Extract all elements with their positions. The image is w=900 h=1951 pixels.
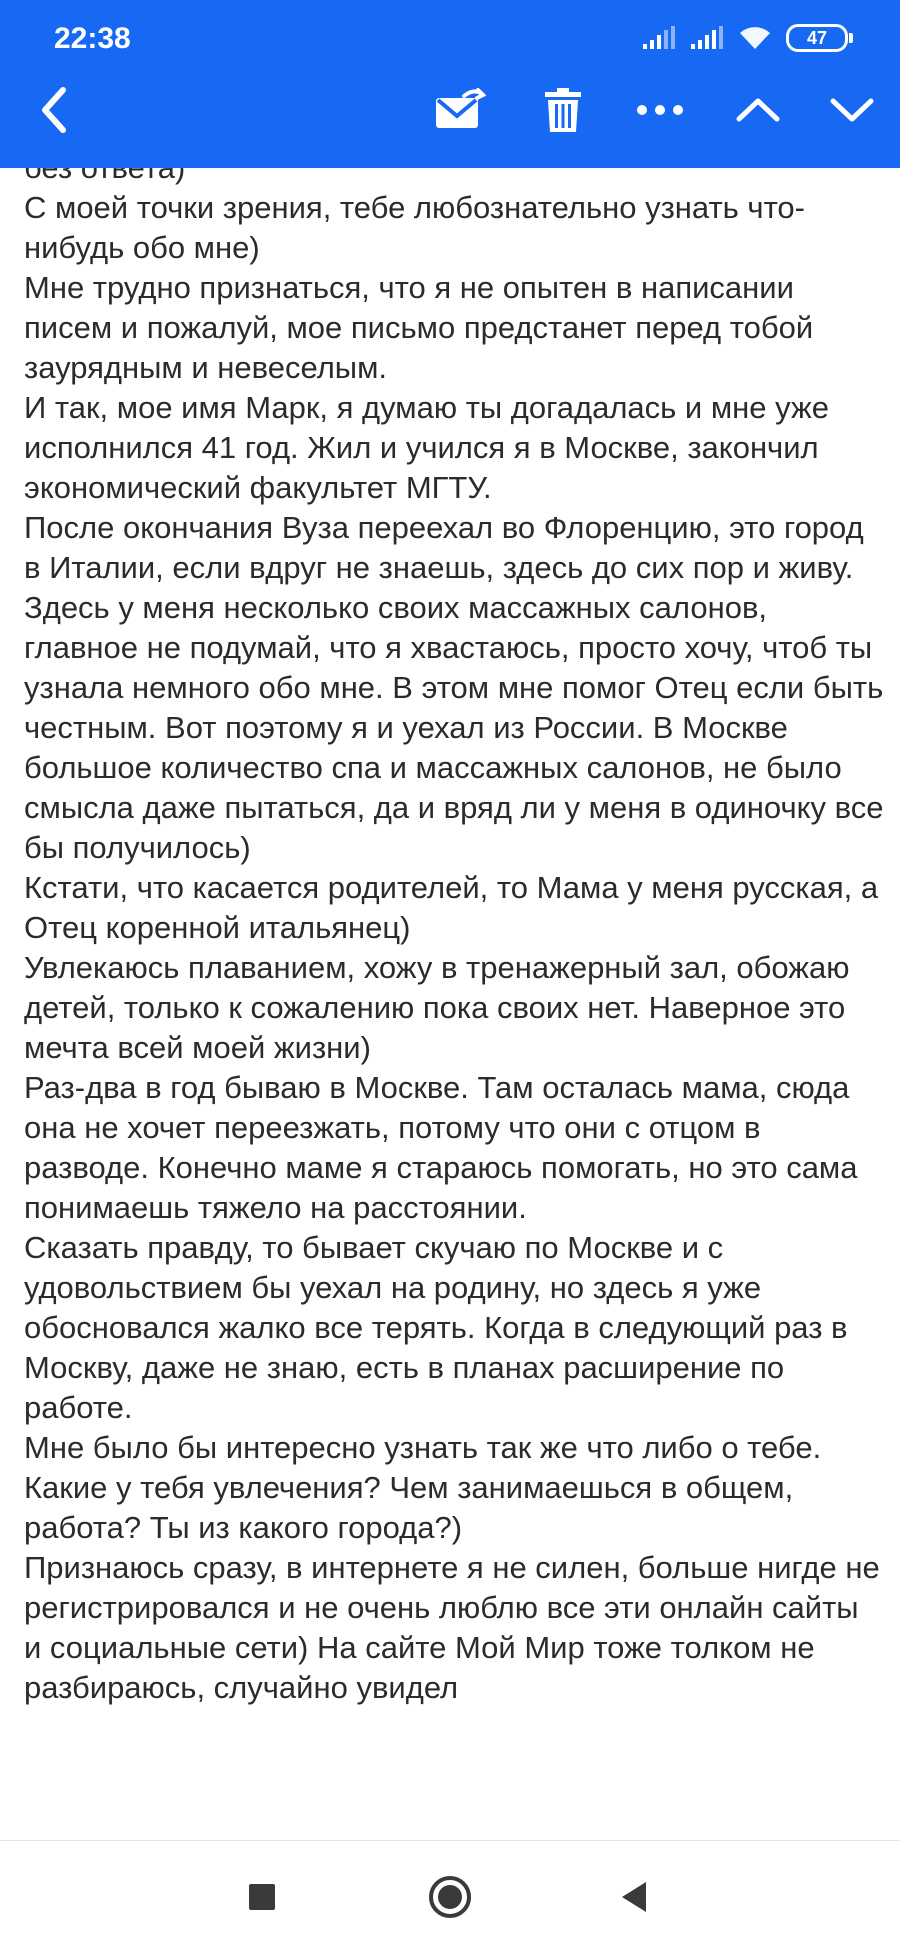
circle-icon [427,1874,473,1920]
message-paragraph: Сказать правду, то бывает скучаю по Москве и с удовольствием бы уехал на родину, но здесь я уже обосновался жалко все терять. Когда в следующий раз в Москву, даже не знаю, есть в планах расширение по работе. [24,1230,848,1425]
back-button[interactable] [24,80,84,140]
signal-icon [690,26,724,50]
more-button[interactable] [630,80,690,140]
chevron-left-icon [37,86,71,134]
chevron-down-icon [829,95,875,125]
previous-message-button[interactable] [728,80,788,140]
app-header [0,0,900,168]
mail-move-icon [434,88,486,132]
next-message-button[interactable] [822,80,882,140]
signal-icon [642,26,676,50]
more-dots-icon [636,104,684,116]
triangle-back-icon [618,1879,650,1915]
move-button[interactable] [430,80,490,140]
message-paragraph: И так, мое имя Марк, я думаю ты догадалась и мне уже исполнился 41 год. Жил и учился я в Москве, закончил экономический факультет МГТУ. [24,390,829,505]
message-paragraph: Признаюсь сразу, в интернете я не силен, больше нигде не регистрировался и не очень люблю все эти онлайн сайты и социальные сети) На сайте Мой Мир тоже толком не разбираюсь, случайно увидел [24,1550,880,1705]
delete-button[interactable] [533,80,593,140]
message-paragraph: Раз-два в год бываю в Москве. Там осталась мама, сюда она не хочет переезжать, потому что они с отцом в разводе. Конечно маме я стараюсь помогать, но это сама понимаешь тяжело на расстоянии. [24,1070,858,1225]
message-paragraph: Мне было бы интересно узнать так же что либо о тебе. Какие у тебя увлечения? Чем занимаешься в общем, работа? Ты из какого города?) [24,1430,822,1545]
status-icons [642,24,848,52]
recents-button[interactable] [232,1867,292,1927]
message-paragraph: После окончания Вуза переехал во Флоренцию, это город в Италии, если вдруг не знаешь, здесь до сих пор и живу. [24,510,864,585]
trash-icon [543,87,583,133]
message-body [24,148,884,1834]
message-paragraph: Здесь у меня несколько своих массажных салонов, главное не подумай, что я хвастаюсь, просто хочу, чтоб ты узнала немного обо мне. В этом мне помог Отец если быть честным. Вот поэтому я и уехал из России. В Москве большое количество спа и массажных салонов, не было смысла даже пытаться, да и вряд ли у меня в одиночку все бы получилось) [24,590,884,865]
battery-icon [786,24,848,52]
chevron-up-icon [735,95,781,125]
message-paragraph: С моей точки зрения, тебе любознательно узнать что-нибудь обо мне) [24,190,805,265]
status-time: 22:38 [54,22,131,55]
home-button[interactable] [420,1867,480,1927]
message-paragraph: Увлекаюсь плаванием, хожу в тренажерный зал, обожаю детей, только к сожалению пока своих нет. Наверное это мечта всей моей жизни) [24,950,850,1065]
wifi-icon [738,25,772,51]
square-icon [247,1882,277,1912]
system-navigation-bar [0,1840,900,1951]
battery-level: 47 [806,27,828,48]
message-paragraph: Кстати, что касается родителей, то Мама у меня русская, а Отец коренной итальянец) [24,870,879,945]
message-paragraph: Мне трудно признаться, что я не опытен в написании писем и пожалуй, мое письмо предстанет перед тобой заурядным и невеселым. [24,270,814,385]
system-back-button[interactable] [604,1867,664,1927]
